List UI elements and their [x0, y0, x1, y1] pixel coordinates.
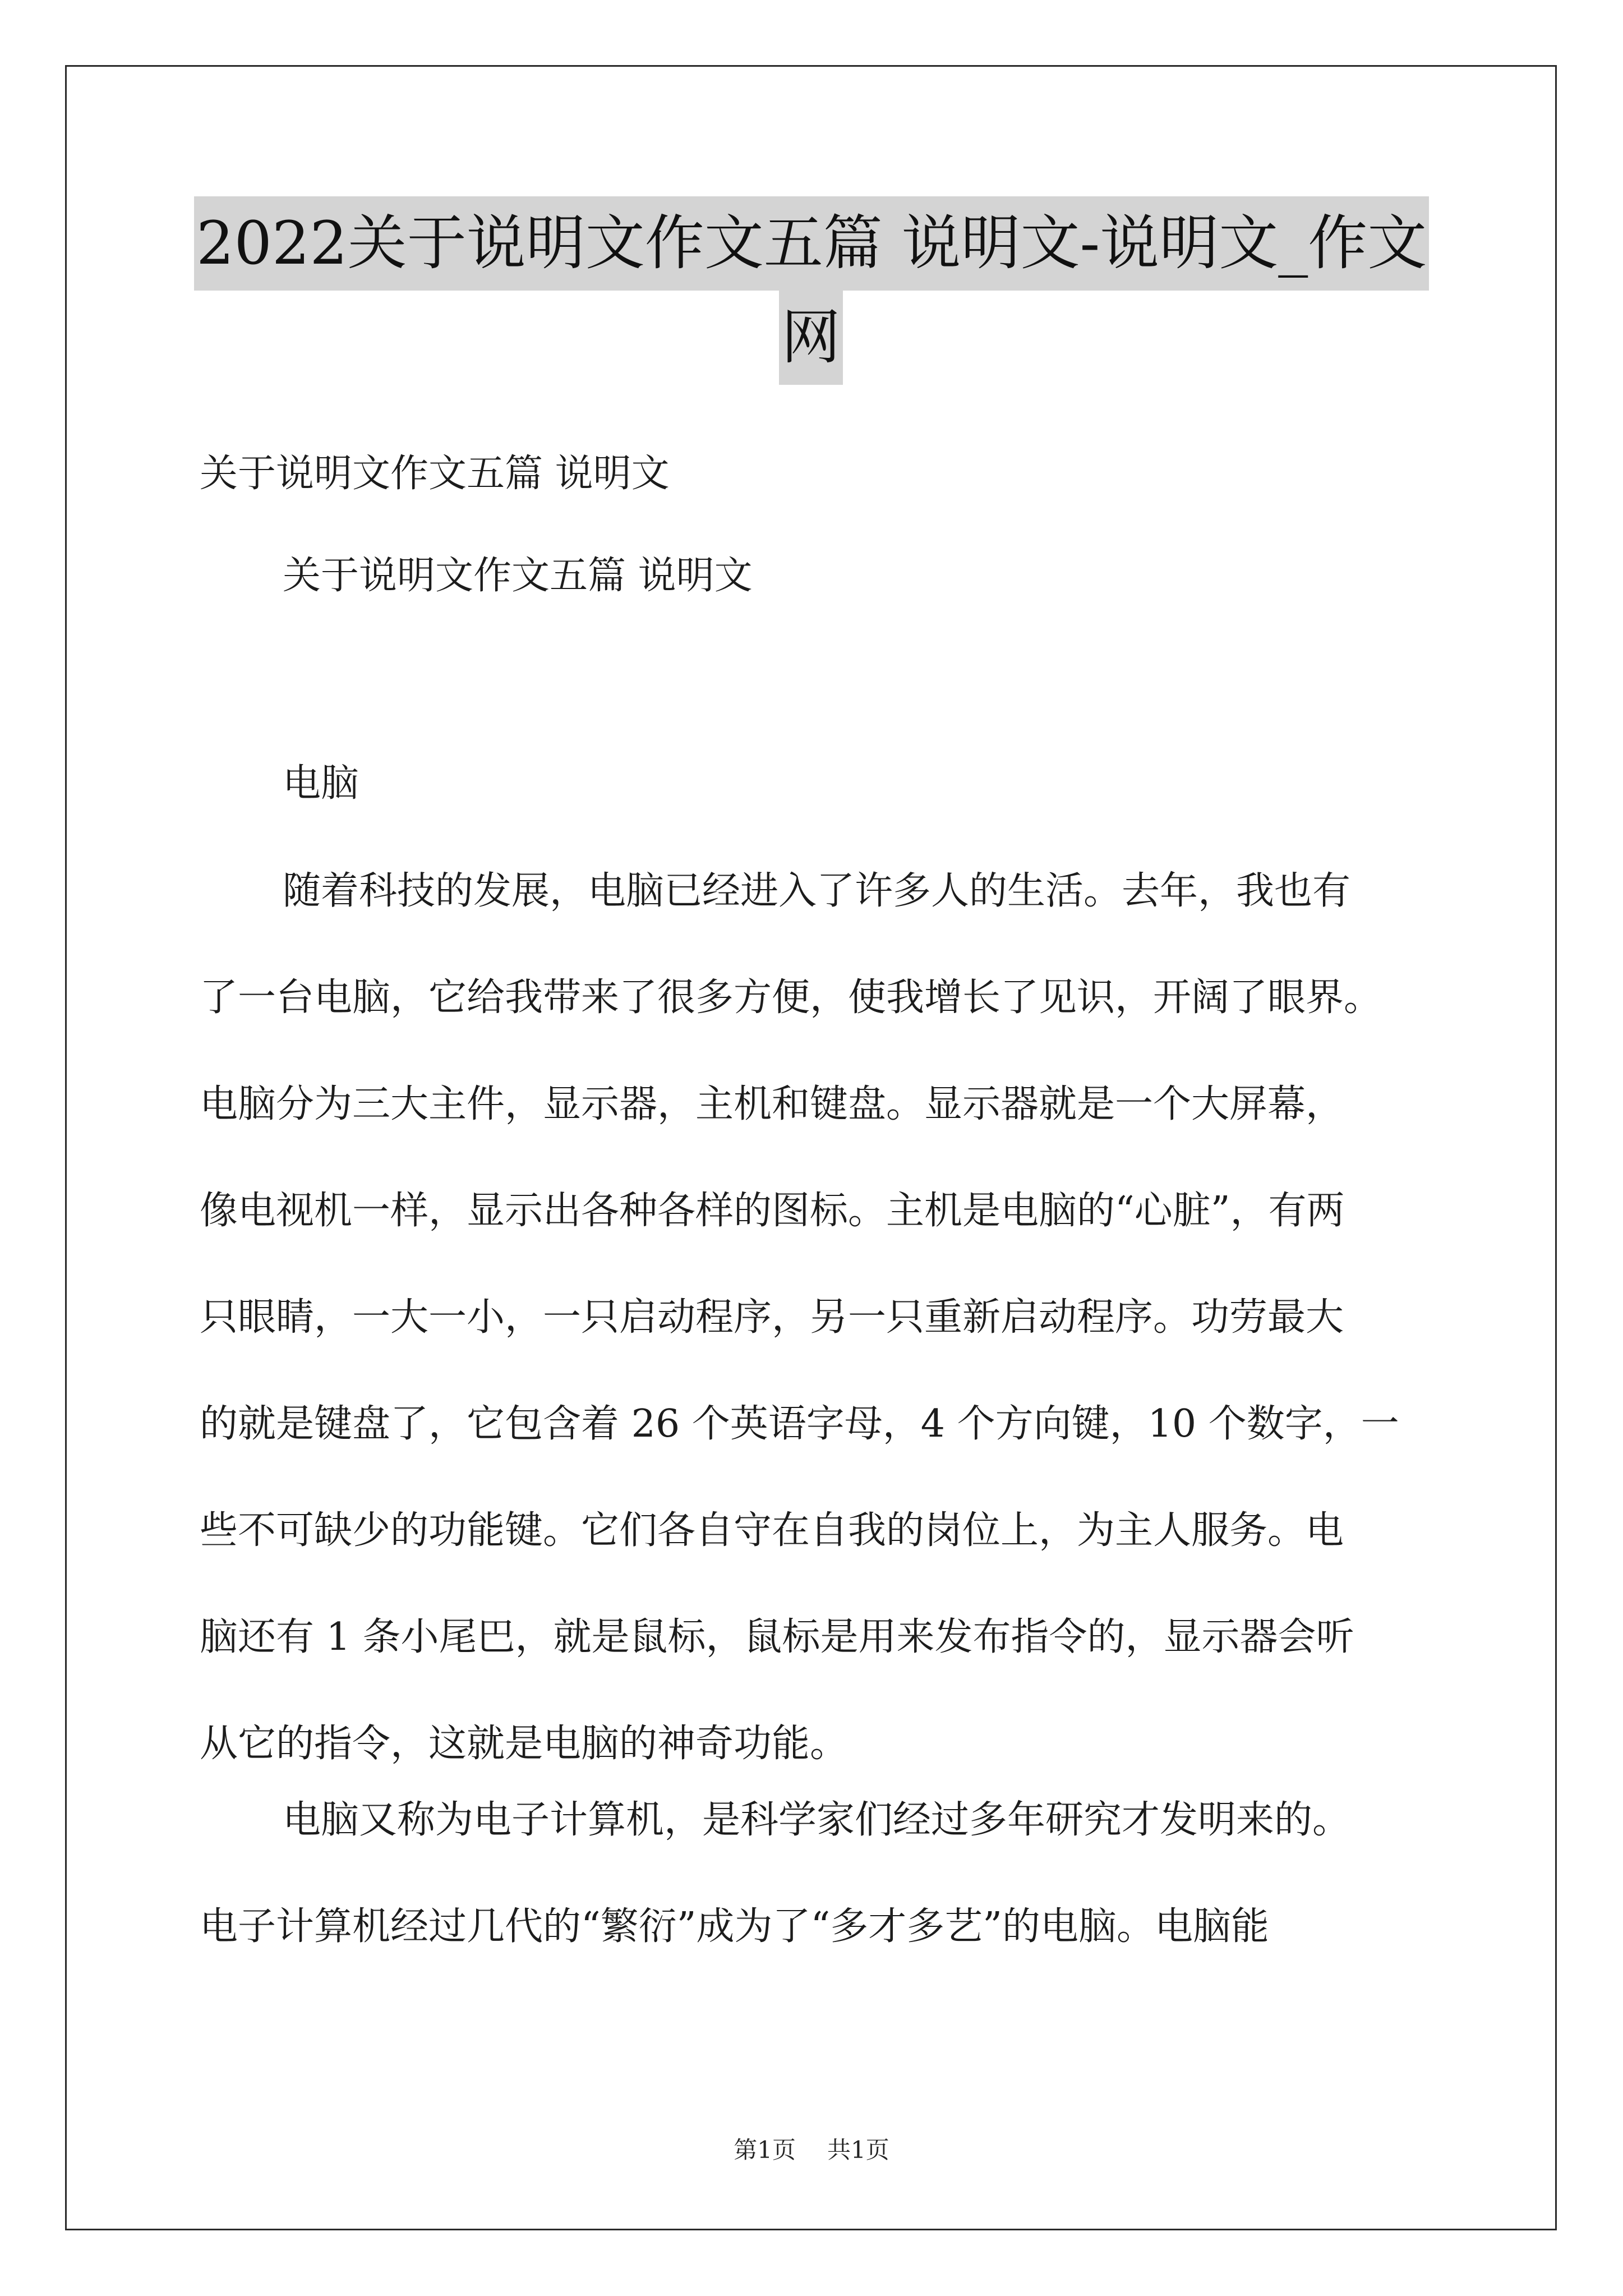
- paragraph-line: 了一台电脑，它给我带来了很多方便，使我增长了见识，开阔了眼界。: [200, 976, 1382, 1020]
- page-footer: [0, 2132, 1623, 2165]
- paragraph-line: 从它的指令，这就是电脑的神奇功能。: [200, 1722, 849, 1766]
- paragraph-line: 电脑分为三大主件，显示器，主机和键盘。显示器就是一个大屏幕，: [200, 1082, 1344, 1126]
- paragraph-line: 像电视机一样，显示出各种各样的图标。主机是电脑的“心脏”，有两: [200, 1189, 1345, 1233]
- subtitle-indented: 关于说明文作文五篇 说明文: [283, 554, 753, 598]
- section-heading: 电脑: [283, 761, 359, 806]
- paragraph-line: 脑还有 1 条小尾巴，就是鼠标，鼠标是用来发布指令的，显示器会听: [200, 1615, 1354, 1659]
- paragraph-line: 些不可缺少的功能键。它们各自守在自我的岗位上，为主人服务。电: [200, 1508, 1344, 1553]
- paragraph-2: [200, 1767, 1439, 1980]
- paragraph-line: 只眼睛，一大一小，一只启动程序，另一只重新启动程序。功劳最大: [200, 1295, 1344, 1340]
- page-number-total: 共1页: [827, 2136, 889, 2164]
- subtitle: 关于说明文作文五篇 说明文: [200, 452, 670, 496]
- paragraph-line: 电脑又称为电子计算机，是科学家们经过多年研究才发明来的。: [283, 1798, 1351, 1842]
- title-line-1: 2022关于说明文作文五篇 说明文-说明文_作文: [194, 196, 1429, 291]
- paragraph-line: 电子计算机经过几代的“繁衍”成为了“多才多艺”的电脑。电脑能: [200, 1904, 1270, 1949]
- title-line-2: 网: [779, 291, 843, 385]
- document-title: [194, 196, 1428, 385]
- paragraph-line: 的就是键盘了，它包含着 26 个英语字母，4 个方向键，10 个数字，一: [200, 1402, 1399, 1446]
- paragraph-line: 随着科技的发展，电脑已经进入了许多人的生活。去年，我也有: [283, 869, 1351, 913]
- page-number-current: 第1页: [734, 2136, 796, 2164]
- paragraph-1: [200, 838, 1439, 1797]
